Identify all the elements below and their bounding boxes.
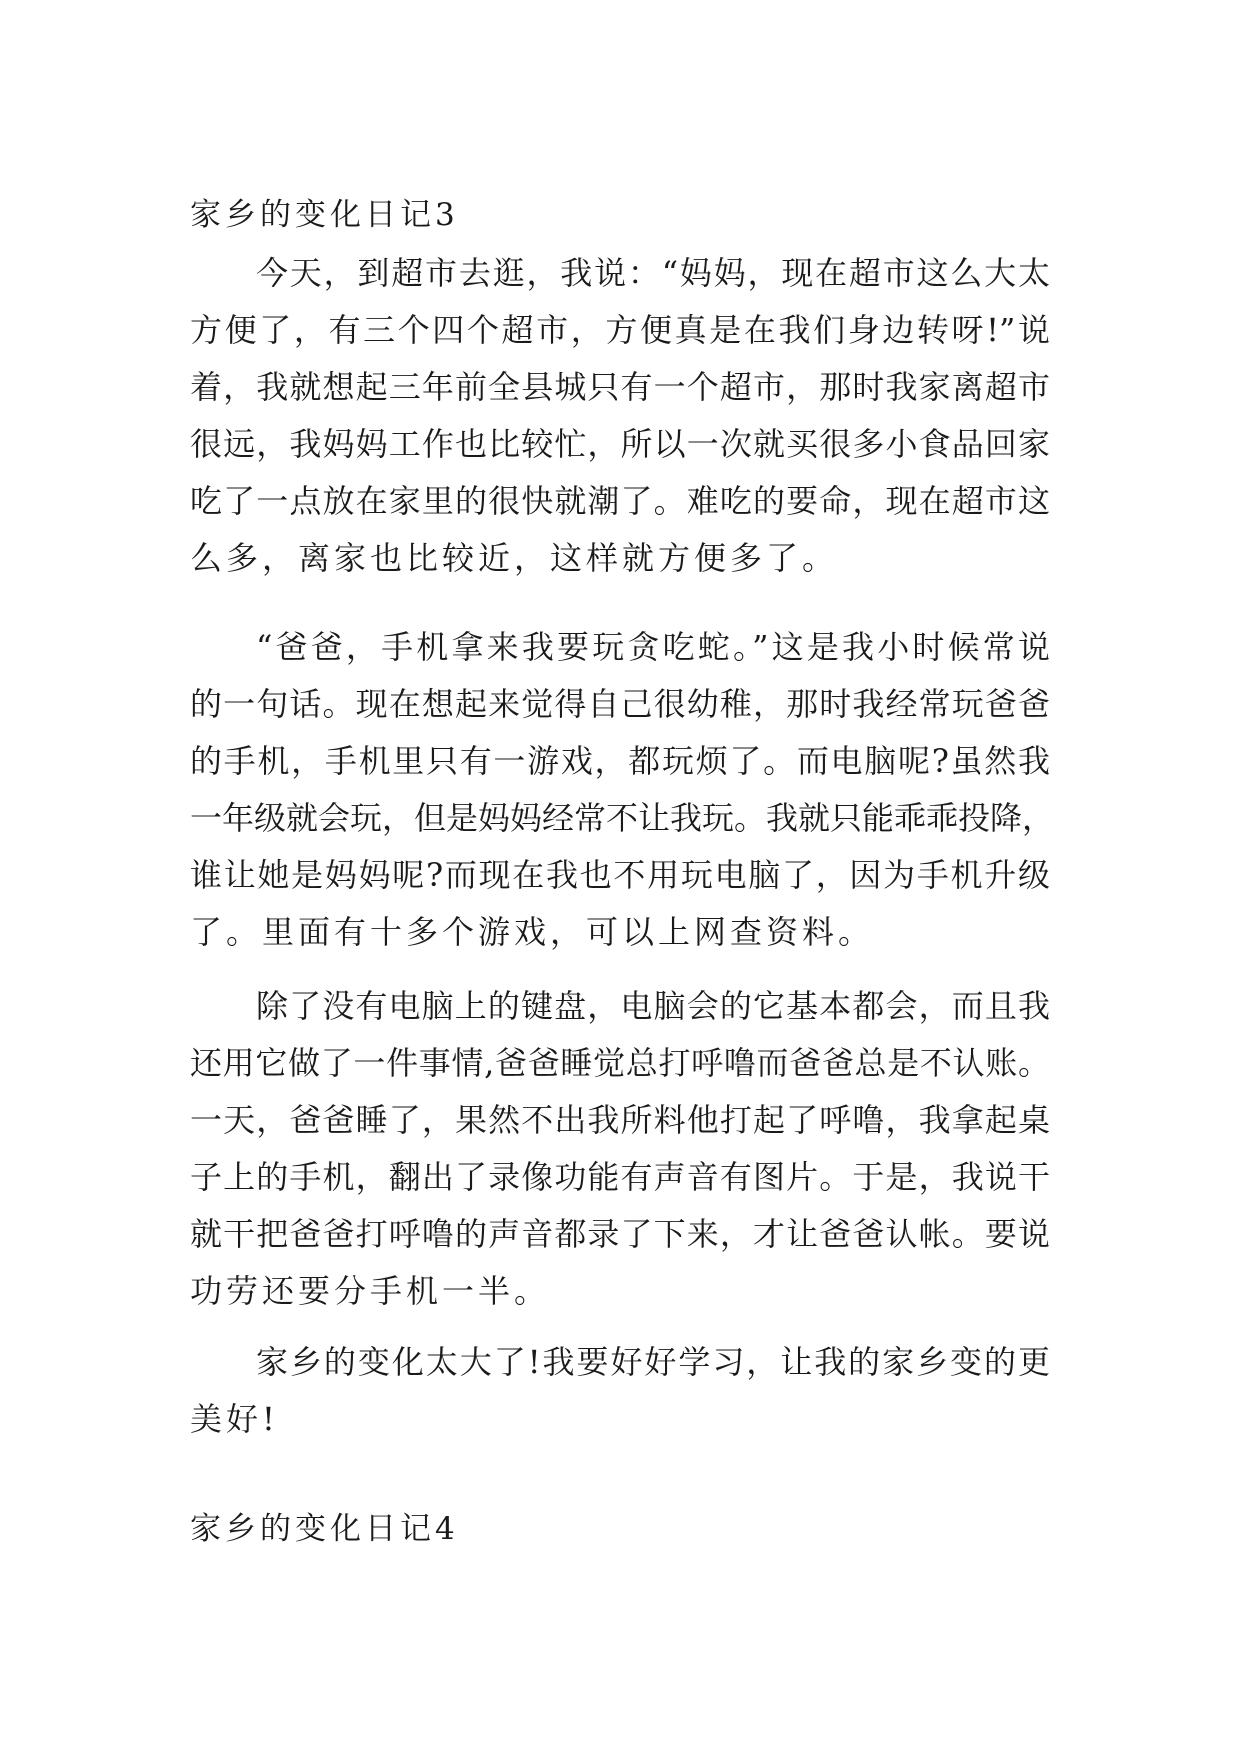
paragraph-line: 子上的手机，翻出了录像功能有声音有图片。于是，我说干	[190, 1158, 1050, 1196]
paragraph-line: 一天，爸爸睡了，果然不出我所料他打起了呼噜，我拿起桌	[190, 1101, 1050, 1139]
heading-diary-3: 家乡的变化日记3	[190, 197, 459, 233]
paragraph-line: 美好!	[190, 1400, 279, 1438]
paragraph-line: 一年级就会玩，但是妈妈经常不让我玩。我就只能乖乖投降，	[190, 799, 1055, 837]
paragraph-line: 么多，离家也比较近，这样就方便多了。	[190, 539, 839, 577]
paragraph-line: 除了没有电脑上的键盘，电脑会的它基本都会，而且我	[256, 987, 1050, 1025]
paragraph-line: 就干把爸爸打呼噜的声音都录了下来，才让爸爸认帐。要说	[190, 1215, 1050, 1253]
paragraph-line: 功劳还要分手机一半。	[190, 1272, 551, 1310]
paragraph-line: 很远，我妈妈工作也比较忙，所以一次就买很多小食品回家	[190, 425, 1050, 463]
paragraph-line: 的一句话。现在想起来觉得自己很幼稚，那时我经常玩爸爸	[190, 685, 1050, 723]
paragraph-line: 着，我就想起三年前全县城只有一个超市，那时我家离超市	[190, 368, 1050, 406]
paragraph-line: “爸爸，手机拿来我要玩贪吃蛇。”这是我小时候常说	[256, 628, 1050, 666]
paragraph-line: 家乡的变化太大了!我要好好学习，让我的家乡变的更	[256, 1343, 1050, 1381]
paragraph-line: 的手机，手机里只有一游戏，都玩烦了。而电脑呢?虽然我	[190, 742, 1050, 780]
paragraph-line: 了。里面有十多个游戏，可以上网查资料。	[190, 913, 875, 951]
paragraph-line: 吃了一点放在家里的很快就潮了。难吃的要命，现在超市这	[190, 482, 1050, 520]
paragraph-line: 谁让她是妈妈呢?而现在我也不用玩电脑了，因为手机升级	[190, 856, 1050, 894]
paragraph-line: 方便了，有三个四个超市，方便真是在我们身边转呀!”说	[190, 311, 1050, 349]
paragraph-line: 还用它做了一件事情,爸爸睡觉总打呼噜而爸爸总是不认账。	[190, 1044, 1050, 1082]
paragraph-line: 今天，到超市去逛，我说：“妈妈，现在超市这么大太	[256, 254, 1050, 292]
heading-diary-4: 家乡的变化日记4	[190, 1511, 459, 1547]
